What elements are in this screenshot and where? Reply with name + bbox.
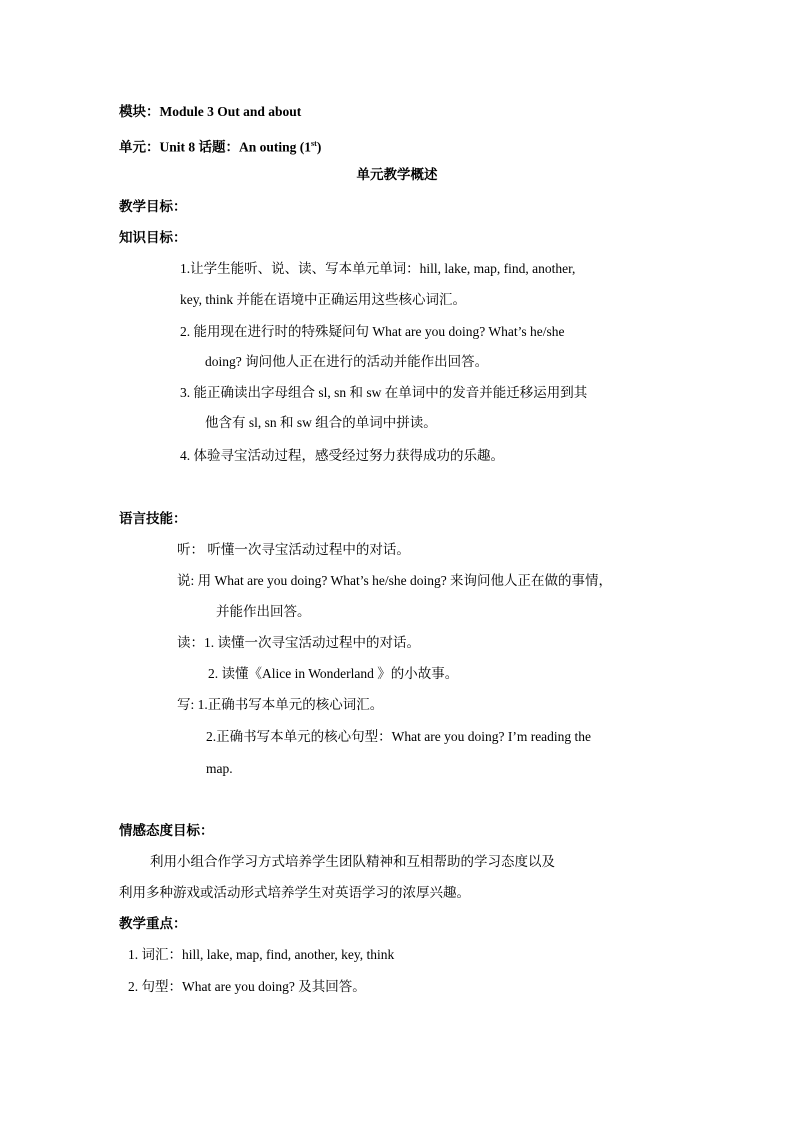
knowledge-item: 3. 能正确读出字母组合 sl, sn 和 sw 在单词中的发音并能迁移运用到其 bbox=[180, 385, 588, 400]
read-line: 读：1. 读懂一次寻宝活动过程中的对话。 bbox=[177, 635, 420, 650]
knowledge-item: 他含有 sl, sn 和 sw 组合的单词中拼读。 bbox=[205, 415, 437, 430]
read-line: 2. 读懂《Alice in Wonderland 》的小故事。 bbox=[208, 666, 459, 681]
write-line: map. bbox=[206, 761, 233, 776]
listen-line: 听： 听懂一次寻宝活动过程中的对话。 bbox=[177, 542, 410, 557]
attitude-line: 利用小组合作学习方式培养学生团队精神和互相帮助的学习态度以及 bbox=[150, 854, 555, 869]
skills-heading: 语言技能： bbox=[119, 511, 187, 526]
write-line: 2.正确书写本单元的核心句型：What are you doing? I’m reading the bbox=[206, 729, 592, 744]
unit-line bbox=[119, 135, 321, 157]
write-line: 写: 1.正确书写本单元的核心词汇。 bbox=[177, 697, 384, 712]
knowledge-item: doing? 询问他人正在进行的活动并能作出回答。 bbox=[205, 354, 489, 369]
knowledge-item: 2. 能用现在进行时的特殊疑问句 What are you doing? What’s he/she bbox=[180, 324, 565, 339]
knowledge-heading: 知识目标： bbox=[119, 230, 187, 245]
unit-line-text: 单元：Unit 8 话题：An outing (1 bbox=[119, 139, 312, 155]
knowledge-item: 1.让学生能听、说、读、写本单元单词：hill, lake, map, find, another, bbox=[180, 261, 576, 276]
key-points-heading: 教学重点： bbox=[119, 916, 187, 931]
key-point-item: 2. 句型：What are you doing? 及其回答。 bbox=[128, 979, 366, 994]
overview-title: 单元教学概述 bbox=[356, 167, 438, 182]
key-point-item: 1. 词汇：hill, lake, map, find, another, key, think bbox=[128, 947, 395, 962]
objectives-heading: 教学目标： bbox=[119, 199, 187, 214]
unit-line-sup: st bbox=[311, 139, 317, 148]
knowledge-item: key, think 并能在语境中正确运用这些核心词汇。 bbox=[180, 292, 466, 307]
attitude-heading: 情感态度目标： bbox=[119, 823, 214, 838]
speak-line: 并能作出回答。 bbox=[216, 604, 311, 619]
module-line: 模块：Module 3 Out and about bbox=[119, 104, 302, 119]
knowledge-item: 4. 体验寻宝活动过程，感受经过努力获得成功的乐趣。 bbox=[180, 448, 504, 463]
attitude-line: 利用多种游戏或活动形式培养学生对英语学习的浓厚兴趣。 bbox=[119, 885, 470, 900]
unit-line-suffix: ) bbox=[316, 139, 322, 155]
speak-line: 说: 用 What are you doing? What’s he/she doing? 来询问他人正在做的事情， bbox=[177, 573, 613, 588]
